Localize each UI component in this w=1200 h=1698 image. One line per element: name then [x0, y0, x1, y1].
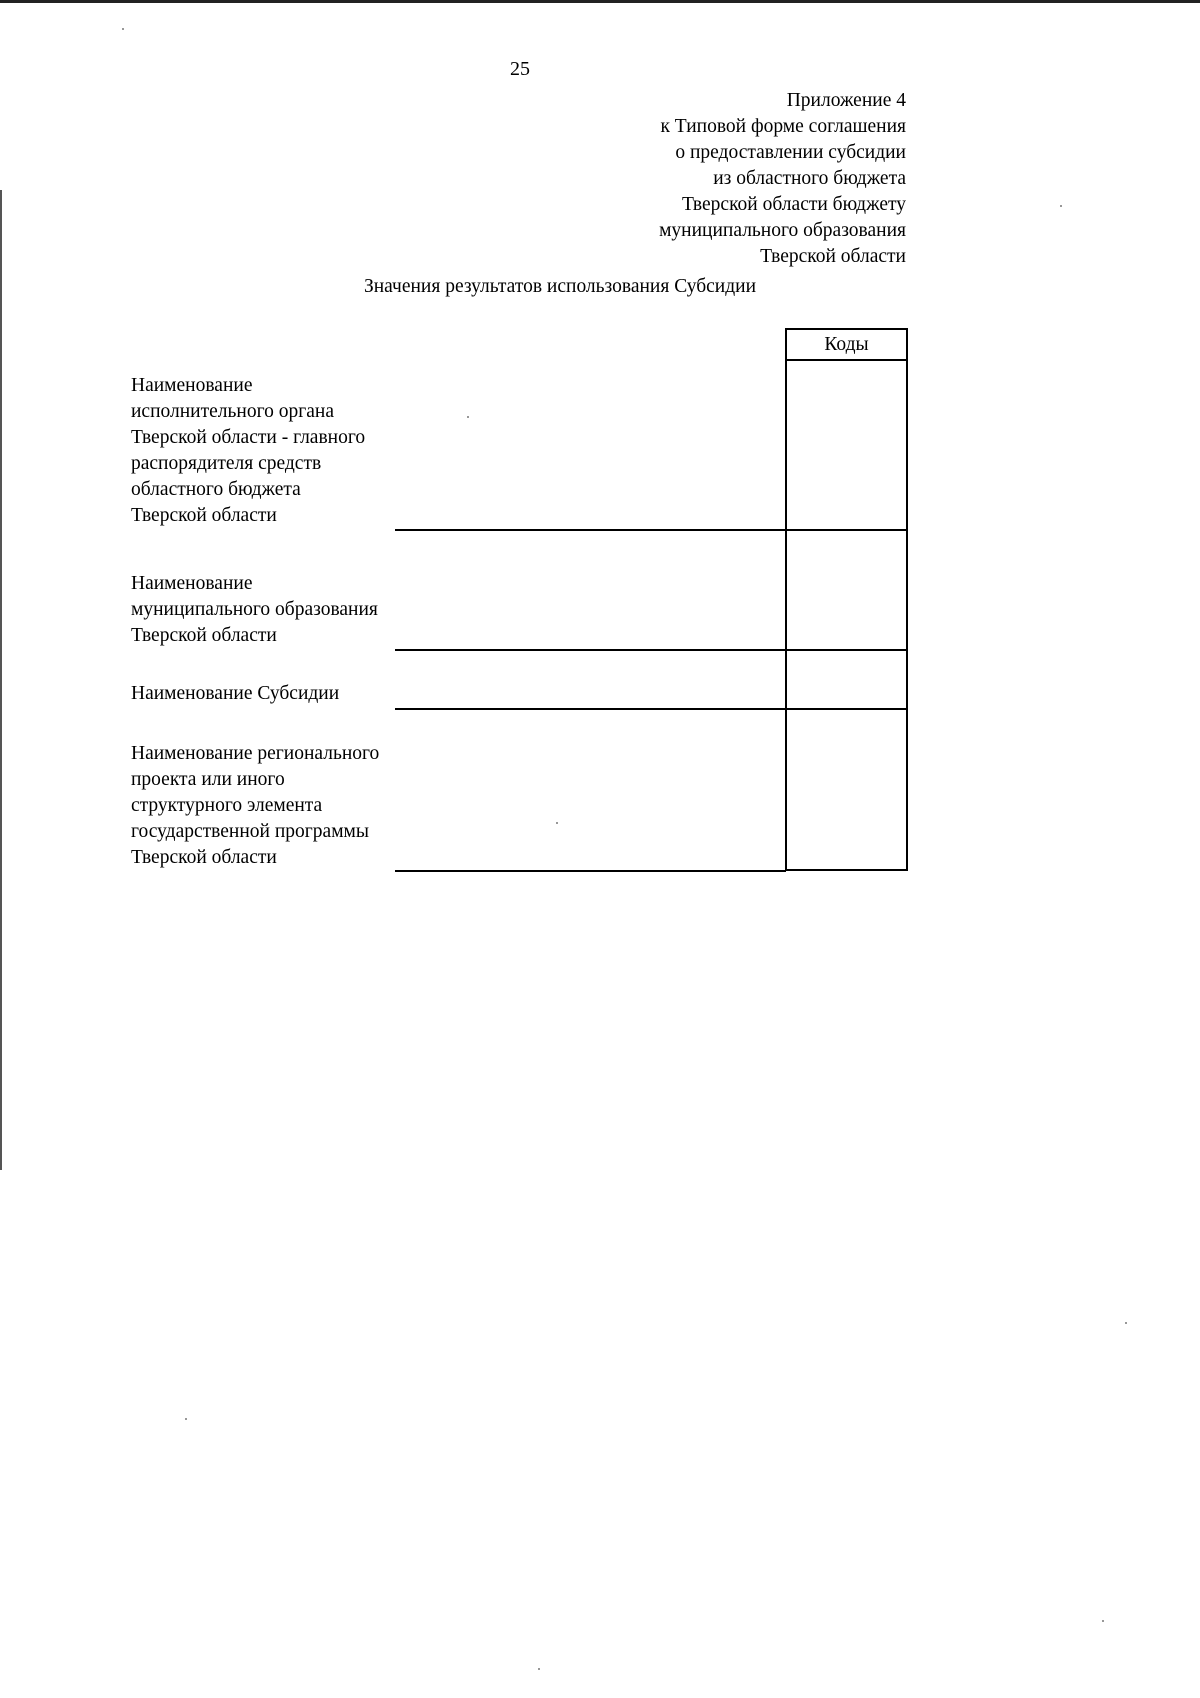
scan-speck [122, 28, 124, 30]
appendix-line: из областного бюджета [713, 168, 906, 189]
appendix-reference [486, 88, 906, 270]
appendix-line: к Типовой форме соглашения [660, 116, 906, 137]
scan-speck [538, 1668, 540, 1670]
scan-speck [1125, 1322, 1127, 1324]
field-label-subsidy [131, 681, 339, 707]
scan-speck [1102, 1620, 1104, 1622]
scan-speck [1060, 205, 1062, 207]
field-label-executive-body [131, 373, 365, 529]
page-number: 25 [510, 58, 530, 80]
codes-row-divider [787, 708, 906, 710]
field-label-line: Наименование Субсидии [131, 683, 340, 704]
field-label-line: Наименование [131, 573, 253, 594]
codes-header-divider [787, 359, 906, 361]
field-label-line: Тверской области [131, 625, 277, 646]
appendix-line: Тверской области бюджету [681, 194, 906, 215]
scan-speck [467, 416, 469, 418]
scan-speck [185, 1418, 187, 1420]
field-label-line: областного бюджета [131, 479, 301, 500]
field-label-line: муниципального образования [131, 599, 378, 620]
field-underline-regional-project [395, 870, 786, 872]
appendix-line: Приложение 4 [786, 90, 906, 111]
scan-edge-left [0, 190, 2, 1170]
field-label-line: Тверской области - главного [131, 427, 366, 448]
field-label-line: Наименование регионального [131, 743, 380, 764]
appendix-line: Тверской области [760, 246, 906, 267]
scan-edge-top [0, 0, 1200, 3]
field-label-line: государственной программы [131, 821, 369, 842]
codes-header: Коды [824, 334, 869, 355]
appendix-line: муниципального образования [659, 220, 906, 241]
scan-speck [556, 822, 558, 824]
field-label-line: исполнительного органа [131, 401, 334, 422]
field-label-line: Тверской области [131, 847, 277, 868]
field-label-line: структурного элемента [131, 795, 323, 816]
field-label-line: Наименование [131, 375, 253, 396]
codes-column [785, 328, 908, 871]
document-title: Значения результатов использования Субсидии [363, 276, 757, 297]
codes-row-divider [787, 529, 906, 531]
field-underline-subsidy [395, 708, 786, 710]
codes-row-divider [787, 649, 906, 651]
field-label-regional-project [131, 741, 379, 871]
field-underline-municipality [395, 649, 786, 651]
field-label-line: проекта или иного [131, 769, 285, 790]
appendix-line: о предоставлении субсидии [675, 142, 906, 163]
field-underline-executive-body [395, 529, 786, 531]
field-label-line: распорядителя средств [131, 453, 322, 474]
field-label-municipality [131, 571, 378, 649]
field-label-line: Тверской области [131, 505, 277, 526]
